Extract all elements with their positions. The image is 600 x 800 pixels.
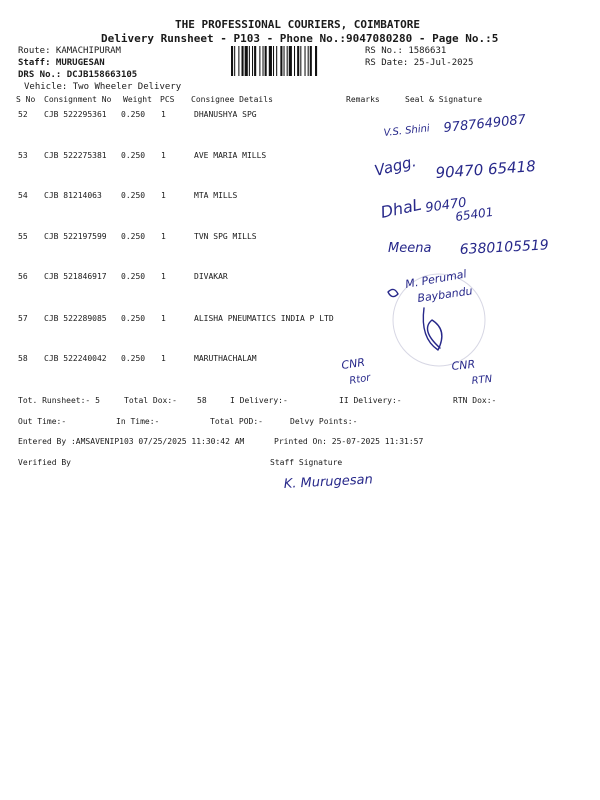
staff: Staff: MURUGESAN <box>18 58 105 68</box>
i-delivery: I Delivery:- <box>230 396 288 405</box>
row-consignment: CJB 522240042 <box>44 354 107 363</box>
barcode-bar <box>315 46 317 76</box>
barcode-bar <box>280 46 282 76</box>
row-sno: 52 <box>18 110 28 119</box>
row53-signature <box>374 150 564 190</box>
col-sno: S No <box>16 95 36 104</box>
staff-signature-label: Staff Signature <box>270 458 343 467</box>
total-pod: Total POD:- <box>210 417 263 426</box>
staff-signature <box>280 468 430 498</box>
row-consignment: CJB 522197599 <box>44 232 107 241</box>
barcode-bar <box>310 46 312 76</box>
row-sno: 56 <box>18 272 28 281</box>
row55-signature <box>386 230 566 266</box>
barcode-bar <box>284 46 285 76</box>
row-consignee: MARUTHACHALAM <box>194 354 257 363</box>
printed-on: Printed On: 25-07-2025 11:31:57 <box>274 437 424 446</box>
row54-signature <box>380 188 530 228</box>
row-pcs: 1 <box>161 151 166 160</box>
svg-text:Vagg.: Vagg. <box>372 152 419 180</box>
runsheet-title: Delivery Runsheet - P103 - Phone No.:9047080280 - Page No.:5 <box>101 32 499 45</box>
svg-text:65401: 65401 <box>454 204 495 224</box>
barcode-bar <box>273 46 274 76</box>
total-dox-label: Total Dox:- <box>124 396 177 405</box>
row-weight: 0.250 <box>121 232 146 241</box>
svg-text:RTN: RTN <box>471 373 493 387</box>
svg-text:90470 65418: 90470 65418 <box>435 157 537 182</box>
total-runsheet: Tot. Runsheet:- 5 <box>18 396 100 405</box>
barcode-bar <box>287 46 288 76</box>
row-pcs: 1 <box>161 272 166 281</box>
barcode-bar <box>276 46 277 76</box>
drs-number: DRS No.: DCJB158663105 <box>18 70 138 80</box>
row-consignment: CJB 521846917 <box>44 272 107 281</box>
rtn-dox: RTN Dox:- <box>453 396 497 405</box>
col-pcs: PCS <box>160 95 175 104</box>
barcode-bar <box>269 46 272 76</box>
col-consignee: Consignee Details <box>191 95 273 104</box>
row-sno: 54 <box>18 191 28 200</box>
row-weight: 0.250 <box>121 151 146 160</box>
rs-date: RS Date: 25-Jul-2025 <box>365 58 474 68</box>
row-pcs: 1 <box>161 314 166 323</box>
row-consignment: CJB 522289085 <box>44 314 107 323</box>
row-consignee: ALISHA PNEUMATICS INDIA P LTD <box>194 314 334 323</box>
svg-text:Baybandu: Baybandu <box>416 284 474 305</box>
row-weight: 0.250 <box>121 191 146 200</box>
total-dox-value: 58 <box>197 396 207 405</box>
barcode-bar <box>249 46 250 76</box>
barcode-bar <box>263 46 264 76</box>
barcode-bar <box>238 46 239 76</box>
in-time: In Time:- <box>116 417 160 426</box>
svg-text:M. Perumal: M. Perumal <box>404 267 468 291</box>
barcode-bar <box>294 46 295 76</box>
svg-text:CNR: CNR <box>340 355 366 372</box>
row-consignee: DHANUSHYA SPG <box>194 110 257 119</box>
barcode-bar <box>289 46 292 76</box>
row-consignment: CJB 522275381 <box>44 151 107 160</box>
svg-text:Meena: Meena <box>388 241 432 256</box>
barcode-bar <box>252 46 253 76</box>
barcode-bar <box>242 46 244 76</box>
row-consignee: DIVAKAR <box>194 272 228 281</box>
entered-by: Entered By :AMSAVENIP103 07/25/2025 11:30:42 AM <box>18 437 245 446</box>
row-consignee: TVN SPG MILLS <box>194 232 257 241</box>
svg-text:90470: 90470 <box>424 195 468 216</box>
delvy-points: Delvy Points:- <box>290 417 358 426</box>
barcode-bar <box>259 46 260 76</box>
barcode-bar <box>245 46 248 76</box>
col-weight: Weight <box>123 95 152 104</box>
svg-text:CNR: CNR <box>450 357 476 373</box>
row-sno: 57 <box>18 314 28 323</box>
row-weight: 0.250 <box>121 272 146 281</box>
row-sno: 53 <box>18 151 28 160</box>
col-seal: Seal & Signature <box>405 95 483 104</box>
row-consignment: CJB 81214063 <box>44 191 102 200</box>
barcode-bar <box>254 46 256 76</box>
barcode-bar <box>265 46 267 76</box>
svg-text:Rtor: Rtor <box>348 372 372 387</box>
row52-signature <box>378 110 558 150</box>
rs-number: RS No.: 1586631 <box>365 46 447 56</box>
svg-text:9787649087: 9787649087 <box>442 112 527 136</box>
row-pcs: 1 <box>161 110 166 119</box>
row-weight: 0.250 <box>121 354 146 363</box>
barcode-bar <box>234 46 235 76</box>
vehicle: Vehicle: Two Wheeler Delivery <box>24 82 182 92</box>
row-sno: 55 <box>18 232 28 241</box>
barcode-bar <box>297 46 299 76</box>
row-weight: 0.250 <box>121 110 146 119</box>
svg-text:6380105519: 6380105519 <box>459 237 550 258</box>
row-consignment: CJB 522295361 <box>44 110 107 119</box>
svg-text:K. Murugesan: K. Murugesan <box>283 472 374 492</box>
row-consignee: MTA MILLS <box>194 191 238 200</box>
svg-text:V.S. Shini: V.S. Shini <box>383 123 431 139</box>
col-remarks: Remarks <box>346 95 380 104</box>
barcode-bar <box>308 46 309 76</box>
row-pcs: 1 <box>161 232 166 241</box>
out-time: Out Time:- <box>18 417 67 426</box>
route: Route: KAMACHIPURAM <box>18 46 121 56</box>
row-weight: 0.250 <box>121 314 146 323</box>
row-consignee: AVE MARIA MILLS <box>194 151 267 160</box>
col-consignment: Consignment No <box>44 95 112 104</box>
row-pcs: 1 <box>161 354 166 363</box>
verified-by: Verified By <box>18 458 71 467</box>
row58-remark-2 <box>446 356 516 390</box>
row-pcs: 1 <box>161 191 166 200</box>
row-sno: 58 <box>18 354 28 363</box>
ii-delivery: II Delivery:- <box>339 396 402 405</box>
row58-remark-1 <box>336 356 396 390</box>
barcode-bar <box>231 46 233 76</box>
barcode-bar <box>300 46 301 76</box>
barcode <box>231 46 357 76</box>
barcode-bar <box>305 46 306 76</box>
company-title: THE PROFESSIONAL COURIERS, COIMBATORE <box>175 18 421 31</box>
svg-text:DhaL: DhaL <box>378 194 424 222</box>
